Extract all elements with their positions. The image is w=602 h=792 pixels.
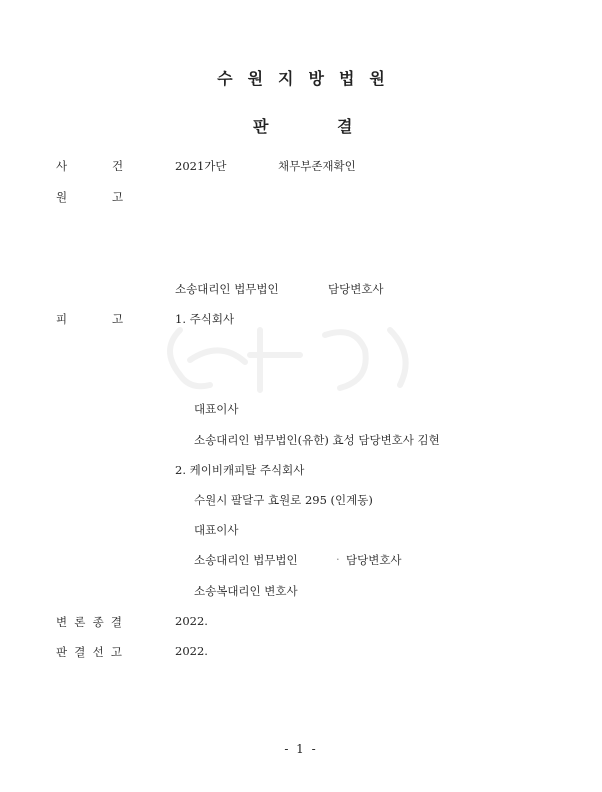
sentence-date: 2022. <box>175 644 208 658</box>
case-label-b: 건 <box>112 159 124 173</box>
court-name: 수원지방법원 <box>217 69 400 88</box>
plaintiff-label-a: 원 <box>56 190 68 204</box>
plaintiff-label-b: 고 <box>112 190 124 204</box>
closing-label-char: 변 <box>56 615 68 629</box>
defendant-2-name: 2. 케이비캐피탈 주식회사 <box>175 463 305 477</box>
defendant-label-b: 고 <box>112 312 124 326</box>
defendant-2-counsel-separator: · <box>336 552 340 566</box>
plaintiff-counsel-attorney: 담당변호사 <box>328 282 384 296</box>
defendant-2-counsel: 소송대리인 법무법인 <box>194 553 298 567</box>
defendant-label-a: 피 <box>56 312 68 326</box>
sentence-label <box>56 644 122 660</box>
sentence-label-char: 결 <box>74 645 86 659</box>
sentence-label-char: 고 <box>110 645 122 659</box>
document-title-left: 판 <box>253 117 269 136</box>
defendant-2-representative: 대표이사 <box>194 523 239 537</box>
case-number: 2021가단 <box>175 159 227 173</box>
document-title-right: 결 <box>337 117 353 136</box>
closing-label-char: 종 <box>92 615 104 629</box>
case-title: 채무부존재확인 <box>278 159 356 173</box>
sentence-label-char: 선 <box>92 645 104 659</box>
closing-label-char: 결 <box>110 615 122 629</box>
closing-label-char: 론 <box>74 615 86 629</box>
defendant-1-representative: 대표이사 <box>194 402 239 416</box>
sentence-label-char: 판 <box>56 645 68 659</box>
defendant-2-sub-counsel: 소송복대리인 변호사 <box>194 584 298 598</box>
page-number: - 1 - <box>284 742 318 756</box>
defendant-1-counsel: 소송대리인 법무법인(유한) 효성 담당변호사 김현 <box>194 433 440 447</box>
defendant-1-name: 1. 주식회사 <box>175 312 235 326</box>
case-label-a: 사 <box>56 159 68 173</box>
closing-date: 2022. <box>175 614 208 628</box>
defendant-2-address: 수원시 팔달구 효원로 295 (인계동) <box>194 493 373 507</box>
defendant-2-counsel-attorney: 담당변호사 <box>346 553 402 567</box>
closing-label <box>56 614 122 630</box>
plaintiff-counsel: 소송대리인 법무법인 <box>175 282 279 296</box>
